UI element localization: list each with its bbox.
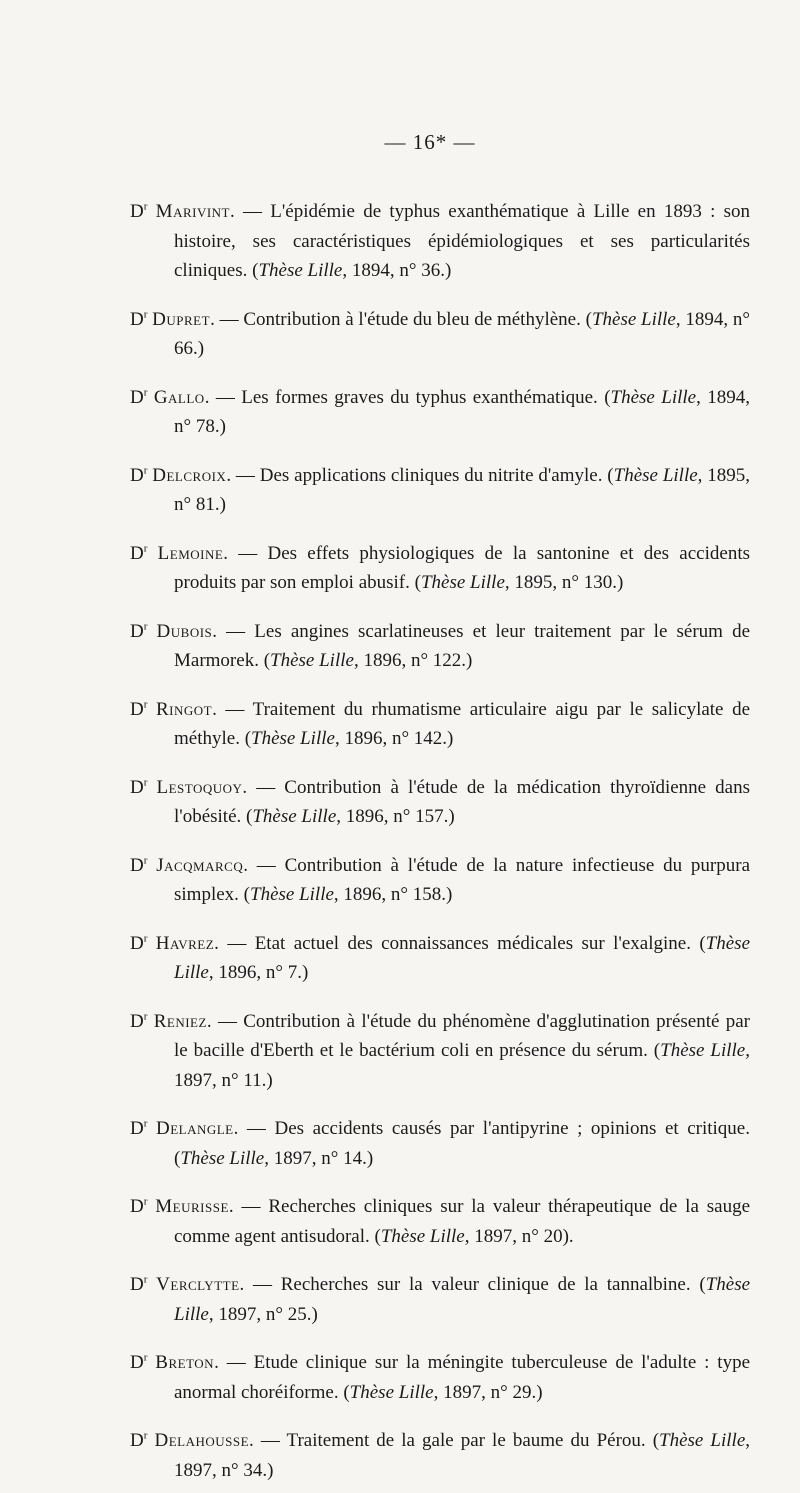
thesis-label: Thèse Lille	[174, 932, 750, 983]
entry-title: . — Contribution à l'étude du phénomène d'agglutination présenté par le bacille d'Eberth et le bactérium coli en présence du sérum. (	[174, 1010, 751, 1061]
doctor-sup: r	[143, 1010, 148, 1023]
bibliography-list	[130, 178, 750, 1493]
entry-citation: , 1897, n° 14.)	[264, 1147, 374, 1169]
bibliography-entry	[130, 1114, 750, 1173]
thesis-label: Thèse Lille	[660, 1040, 746, 1061]
bibliography-entry	[130, 773, 750, 832]
author-name: Gallo	[153, 386, 205, 408]
thesis-label: Thèse Lille	[420, 572, 505, 593]
bibliography-entry	[130, 1348, 750, 1407]
entry-title: . — Les formes graves du typhus exanthématique. (	[204, 386, 611, 408]
doctor-title	[130, 201, 147, 222]
entry-title: . — Recherches cliniques sur la valeur thérapeutique de la sauge comme agent antisudoral. (	[174, 1196, 750, 1247]
thesis-label: Thèse Lille	[659, 1430, 746, 1451]
entry-citation: , 1896, n° 157.)	[336, 806, 455, 827]
author-name: Delahousse	[154, 1430, 250, 1451]
bibliography-entry	[130, 461, 750, 520]
doctor-prefix: D	[130, 1274, 144, 1295]
author-name: Marivint	[155, 201, 231, 222]
doctor-prefix: D	[130, 932, 144, 954]
doctor-title	[130, 543, 147, 564]
bibliography-entry	[130, 617, 750, 676]
doctor-prefix: D	[130, 464, 144, 486]
doctor-prefix: D	[130, 854, 144, 876]
bibliography-entry	[130, 695, 750, 754]
author-name: Dupret	[152, 308, 211, 330]
doctor-prefix: D	[130, 201, 144, 222]
doctor-title	[130, 387, 147, 408]
bibliography-entry	[130, 1426, 750, 1485]
doctor-title	[130, 933, 147, 954]
doctor-title	[130, 1118, 147, 1139]
entry-citation: , 1896, n° 122.)	[353, 650, 473, 671]
entry-title: . — Contribution à l'étude de la médication thyroïdienne dans l'obésité. (	[174, 776, 751, 827]
author-name: Lemoine	[157, 542, 224, 564]
doctor-prefix: D	[130, 308, 144, 330]
thesis-label: Thèse Lille	[610, 386, 697, 408]
thesis-label: Thèse Lille	[252, 806, 337, 827]
author-name: Jacqmarcq	[156, 854, 244, 876]
doctor-prefix: D	[130, 542, 144, 564]
author-name: Dubois	[156, 620, 213, 642]
entry-title: . — Des effets physiologiques de la santonine et des accidents produits par son emploi abusif. (	[174, 542, 750, 593]
thesis-label: Thèse Lille	[380, 1225, 465, 1247]
entry-title: . — L'épidémie de typhus exanthématique à Lille en 1893 : son histoire, ses caractéristiques épidémiologiques et ses particularités cliniques. (	[174, 201, 751, 281]
doctor-prefix: D	[130, 1010, 144, 1032]
entry-citation: , 1895, n° 81.)	[174, 464, 751, 515]
thesis-label: Thèse Lille	[270, 650, 354, 671]
doctor-title	[130, 777, 147, 798]
doctor-prefix: D	[130, 386, 144, 408]
doctor-title	[130, 1011, 147, 1032]
entry-title: . — Etat actuel des connaissances médicales sur l'exalgine. (	[214, 932, 706, 954]
page-number: — 16* —	[384, 130, 476, 154]
thesis-label: Thèse Lille	[591, 308, 676, 330]
bibliography-entry	[130, 197, 750, 286]
doctor-title	[130, 1274, 147, 1295]
bibliography-entry	[130, 383, 750, 442]
doctor-sup: r	[143, 620, 148, 633]
entry-citation: , 1896, n° 7.)	[208, 962, 309, 983]
author-name: Delcroix	[152, 464, 227, 486]
entry-title: . — Les angines scarlatineuses et leur traitement par le sérum de Marmorek. (	[174, 620, 751, 671]
doctor-sup: r	[143, 698, 148, 711]
doctor-title	[130, 1196, 147, 1217]
thesis-label: Thèse Lille	[613, 464, 698, 486]
entry-citation: , 1897, n° 25.)	[208, 1303, 318, 1325]
thesis-label: Thèse Lille	[349, 1381, 434, 1403]
doctor-sup: r	[143, 200, 148, 213]
doctor-title	[130, 855, 147, 876]
doctor-prefix: D	[130, 620, 144, 642]
doctor-sup: r	[143, 932, 148, 945]
doctor-sup: r	[143, 386, 148, 399]
author-name: Reniez	[153, 1010, 207, 1032]
entry-title: . — Contribution à l'étude de la nature infectieuse du purpura simplex. (	[174, 854, 751, 905]
author-name: Breton	[155, 1352, 215, 1373]
doctor-sup: r	[143, 776, 148, 789]
entry-title: . — Des applications cliniques du nitrite d'amyle. (	[226, 464, 614, 486]
author-name: Verclytte	[156, 1274, 240, 1295]
entry-title: . — Etude clinique sur la méningite tuberculeuse de l'adulte : type anormal choréiforme. (	[174, 1352, 751, 1403]
doctor-sup: r	[143, 1273, 148, 1286]
thesis-label: Thèse Lille	[250, 884, 334, 905]
entry-citation: , 1895, n° 130.)	[504, 572, 624, 593]
entry-title: . — Recherches sur la valeur clinique de la tannalbine. (	[239, 1274, 706, 1295]
entry-citation: , 1897, n° 11.)	[174, 1040, 750, 1091]
entry-citation: , 1897, n° 20).	[464, 1225, 574, 1247]
author-name: Meurisse	[155, 1196, 229, 1217]
entry-title: . — Des accidents causés par l'antipyrine ; opinions et critique. (	[174, 1118, 750, 1169]
bibliography-entry	[130, 539, 750, 598]
doctor-prefix: D	[130, 1196, 144, 1217]
doctor-title	[130, 621, 147, 642]
doctor-title	[130, 699, 147, 720]
doctor-title	[130, 1352, 147, 1373]
bibliography-entry	[130, 851, 750, 910]
doctor-sup: r	[143, 1351, 148, 1364]
thesis-label: Thèse Lille	[174, 1274, 751, 1325]
doctor-prefix: D	[130, 698, 144, 720]
doctor-prefix: D	[130, 776, 144, 798]
entry-citation: , 1894, n° 66.)	[174, 308, 750, 359]
bibliography-entry	[130, 1007, 750, 1096]
doctor-sup: r	[143, 1429, 148, 1442]
entry-title: . — Traitement du rhumatisme articulaire aigu par le salicylate de méthyle. (	[174, 698, 750, 749]
thesis-label: Thèse Lille	[180, 1147, 265, 1169]
author-name: Havrez	[155, 932, 215, 954]
bibliography-entry	[130, 1270, 750, 1329]
entry-citation: , 1894, n° 78.)	[174, 386, 750, 437]
bibliography-entry	[130, 305, 750, 364]
doctor-sup: r	[143, 308, 148, 321]
thesis-label: Thèse Lille	[251, 728, 335, 749]
doctor-sup: r	[143, 1117, 148, 1130]
entry-citation: , 1897, n° 29.)	[433, 1381, 543, 1403]
bibliography-entry	[130, 929, 750, 988]
entry-citation: , 1896, n° 158.)	[333, 884, 453, 905]
author-name: Ringot	[155, 698, 213, 720]
entry-title: . — Traitement de la gale par le baume du Pérou. (	[249, 1430, 660, 1451]
entry-citation: , 1896, n° 142.)	[334, 728, 454, 749]
doctor-sup: r	[143, 1195, 148, 1208]
bibliography-entry	[130, 1192, 750, 1251]
doctor-prefix: D	[130, 1352, 144, 1373]
entry-citation: , 1894, n° 36.)	[342, 260, 452, 281]
doctor-prefix: D	[130, 1118, 144, 1139]
entry-citation: , 1897, n° 34.)	[174, 1430, 750, 1481]
doctor-sup: r	[143, 542, 148, 555]
doctor-sup: r	[143, 854, 148, 867]
doctor-title	[130, 1430, 147, 1451]
doctor-sup: r	[143, 464, 148, 477]
thesis-label: Thèse Lille	[258, 260, 343, 281]
entry-title: . — Contribution à l'étude du bleu de méthylène. (	[210, 308, 592, 330]
doctor-title	[130, 309, 147, 330]
author-name: Delangle	[155, 1118, 234, 1139]
doctor-prefix: D	[130, 1430, 144, 1451]
author-name: Lestoquoy	[156, 776, 243, 798]
doctor-title	[130, 465, 147, 486]
